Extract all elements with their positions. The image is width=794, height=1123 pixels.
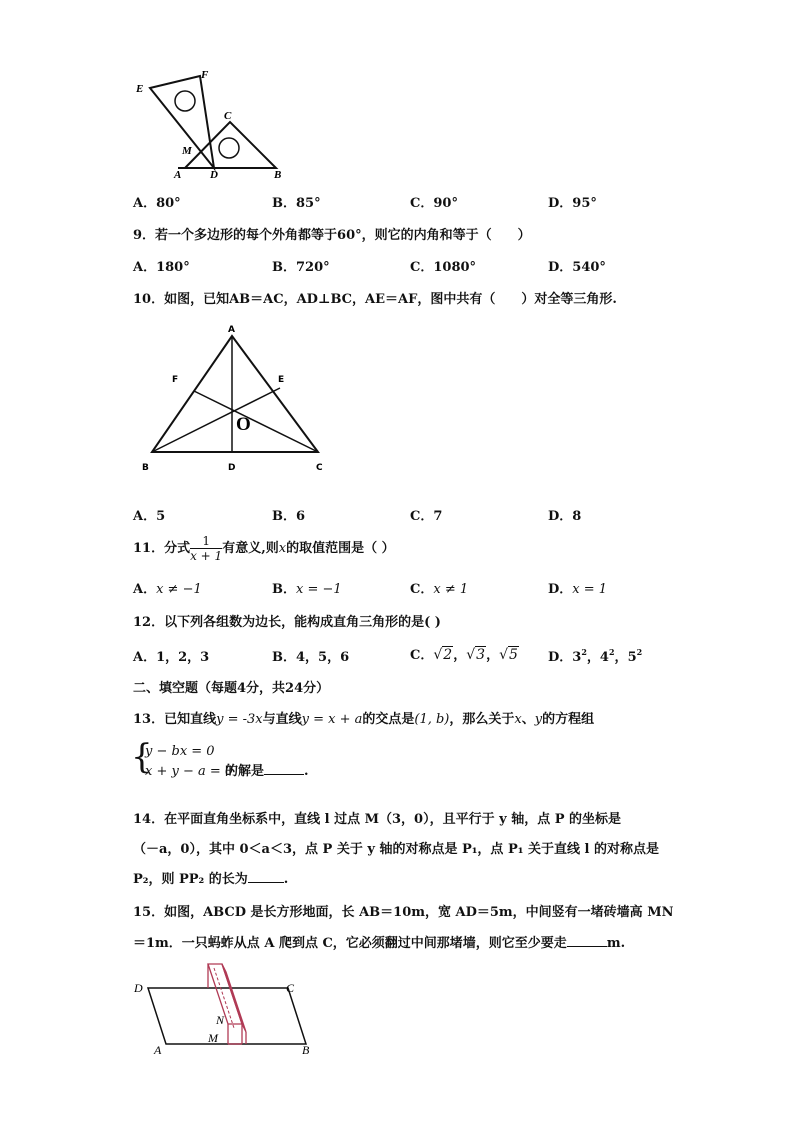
q13-text: 13．已知直线y = -3x与直线y = x + a的交点是(1, b)，那么关于x、y的方程组 <box>133 712 595 727</box>
q12-option-d: D．$3^2$，$4^2$，$5^2$ <box>548 647 643 665</box>
ground-abcd <box>148 988 306 1044</box>
q11-option-c: C．x ≠ 1 <box>410 582 469 597</box>
q11-prefix: 11．分式 <box>133 541 191 556</box>
q15-blank[interactable] <box>567 946 607 947</box>
wall-side <box>222 964 246 1032</box>
label-m: M <box>182 145 192 157</box>
q11-frac-num: 1 <box>190 534 222 549</box>
label-a: A <box>174 169 182 181</box>
label-a: A <box>154 1043 162 1057</box>
q10-figure <box>138 318 338 478</box>
segment-be <box>152 388 280 452</box>
section-title: 二、填空题（每题4分，共24分） <box>133 681 330 696</box>
label-c: C <box>224 110 232 122</box>
q11-text <box>133 534 395 563</box>
q11-frac-den: x + 1 <box>190 549 223 563</box>
q12-text: 12．以下列各组数为边长，能构成直角三角形的是( ) <box>133 615 441 630</box>
q14-blank[interactable] <box>248 882 284 883</box>
q15-line2: ＝1m．一只蚂蚱从点 A 爬到点 C，它必须翻过中间那堵墙，则它至少要走 m. <box>133 936 626 951</box>
q12-option-a: A．1，2，3 <box>133 650 210 665</box>
q12-option-c: C．√2，√3，√5 <box>410 647 518 663</box>
q10-option-c: C．7 <box>410 509 443 524</box>
triangle-abc <box>152 336 318 452</box>
q9-option-c: C．1080° <box>410 260 477 275</box>
label-d: D <box>134 981 143 995</box>
label-d: D <box>228 463 236 473</box>
q13-eq1: y − bx = 0 <box>145 744 215 759</box>
label-n: N <box>216 1013 225 1027</box>
q11-option-d: D．x = 1 <box>548 582 608 597</box>
circle-1 <box>175 91 195 111</box>
q13-answer: 的解是 . <box>225 764 309 779</box>
q10-option-b: B．6 <box>272 509 306 524</box>
q15-figure <box>130 958 315 1058</box>
label-c: C <box>316 463 323 473</box>
q8-option-d: D．95° <box>548 196 597 211</box>
q13-blank[interactable] <box>264 774 304 775</box>
q8-option-b: B．85° <box>272 196 321 211</box>
q11-suffix-a: 有意义,则 <box>222 541 279 556</box>
label-b: B <box>142 463 149 473</box>
label-o: O <box>236 414 251 435</box>
q14-line1: 14．在平面直角坐标系中，直线 l 过点 M（3，0），且平行于 y 轴，点 P 的坐标是 <box>133 812 622 827</box>
q9-option-d: D．540° <box>548 260 606 275</box>
q12-option-b: B．4，5，6 <box>272 650 350 665</box>
label-d: D <box>210 169 218 181</box>
q9-option-b: B．720° <box>272 260 330 275</box>
label-m: M <box>208 1031 218 1045</box>
q10-text: 10．如图，已知AB＝AC，AD⊥BC，AE＝AF，图中共有（ ）对全等三角形. <box>133 292 617 307</box>
label-b: B <box>302 1043 310 1057</box>
q15-line1: 15．如图，ABCD 是长方形地面，长 AB＝10m，宽 AD＝5m，中间竖有一堵砖墙高 MN <box>133 905 674 920</box>
triangle-mcb <box>185 122 276 168</box>
q11-fraction <box>190 534 222 563</box>
q10-option-d: D．8 <box>548 509 582 524</box>
q9-text: 9．若一个多边形的每个外角都等于60°，则它的内角和等于（ ） <box>133 228 531 243</box>
q11-option-b: B．x = −1 <box>272 582 342 597</box>
q8-option-a: A．80° <box>133 196 181 211</box>
circle-2 <box>219 138 239 158</box>
q13-brace: { <box>131 737 153 777</box>
q8-figure <box>130 66 290 181</box>
label-a: A <box>228 325 235 335</box>
q10-option-a: A．5 <box>133 509 166 524</box>
q9-option-a: A．180° <box>133 260 190 275</box>
label-c: C <box>286 981 295 995</box>
q11-option-a: A．x ≠ −1 <box>133 582 202 597</box>
q13-eq2: x + y − a = 0 <box>145 764 234 779</box>
label-e: E <box>278 375 285 385</box>
label-b: B <box>274 169 282 181</box>
q14-line3: P₂，则 PP₂ 的长为 . <box>133 872 289 887</box>
q14-line2: （－a，0），其中 0＜a＜3，点 P 关于 y 轴的对称点是 P₁，点 P₁ 关于直线 l 的对称点是 <box>133 842 659 857</box>
label-f: F <box>172 375 179 385</box>
q11-suffix-b: 的取值范围是（ ） <box>286 541 395 556</box>
q11-var: x <box>278 541 287 556</box>
label-f: F <box>201 69 209 81</box>
label-e: E <box>136 83 144 95</box>
q8-option-c: C．90° <box>410 196 458 211</box>
